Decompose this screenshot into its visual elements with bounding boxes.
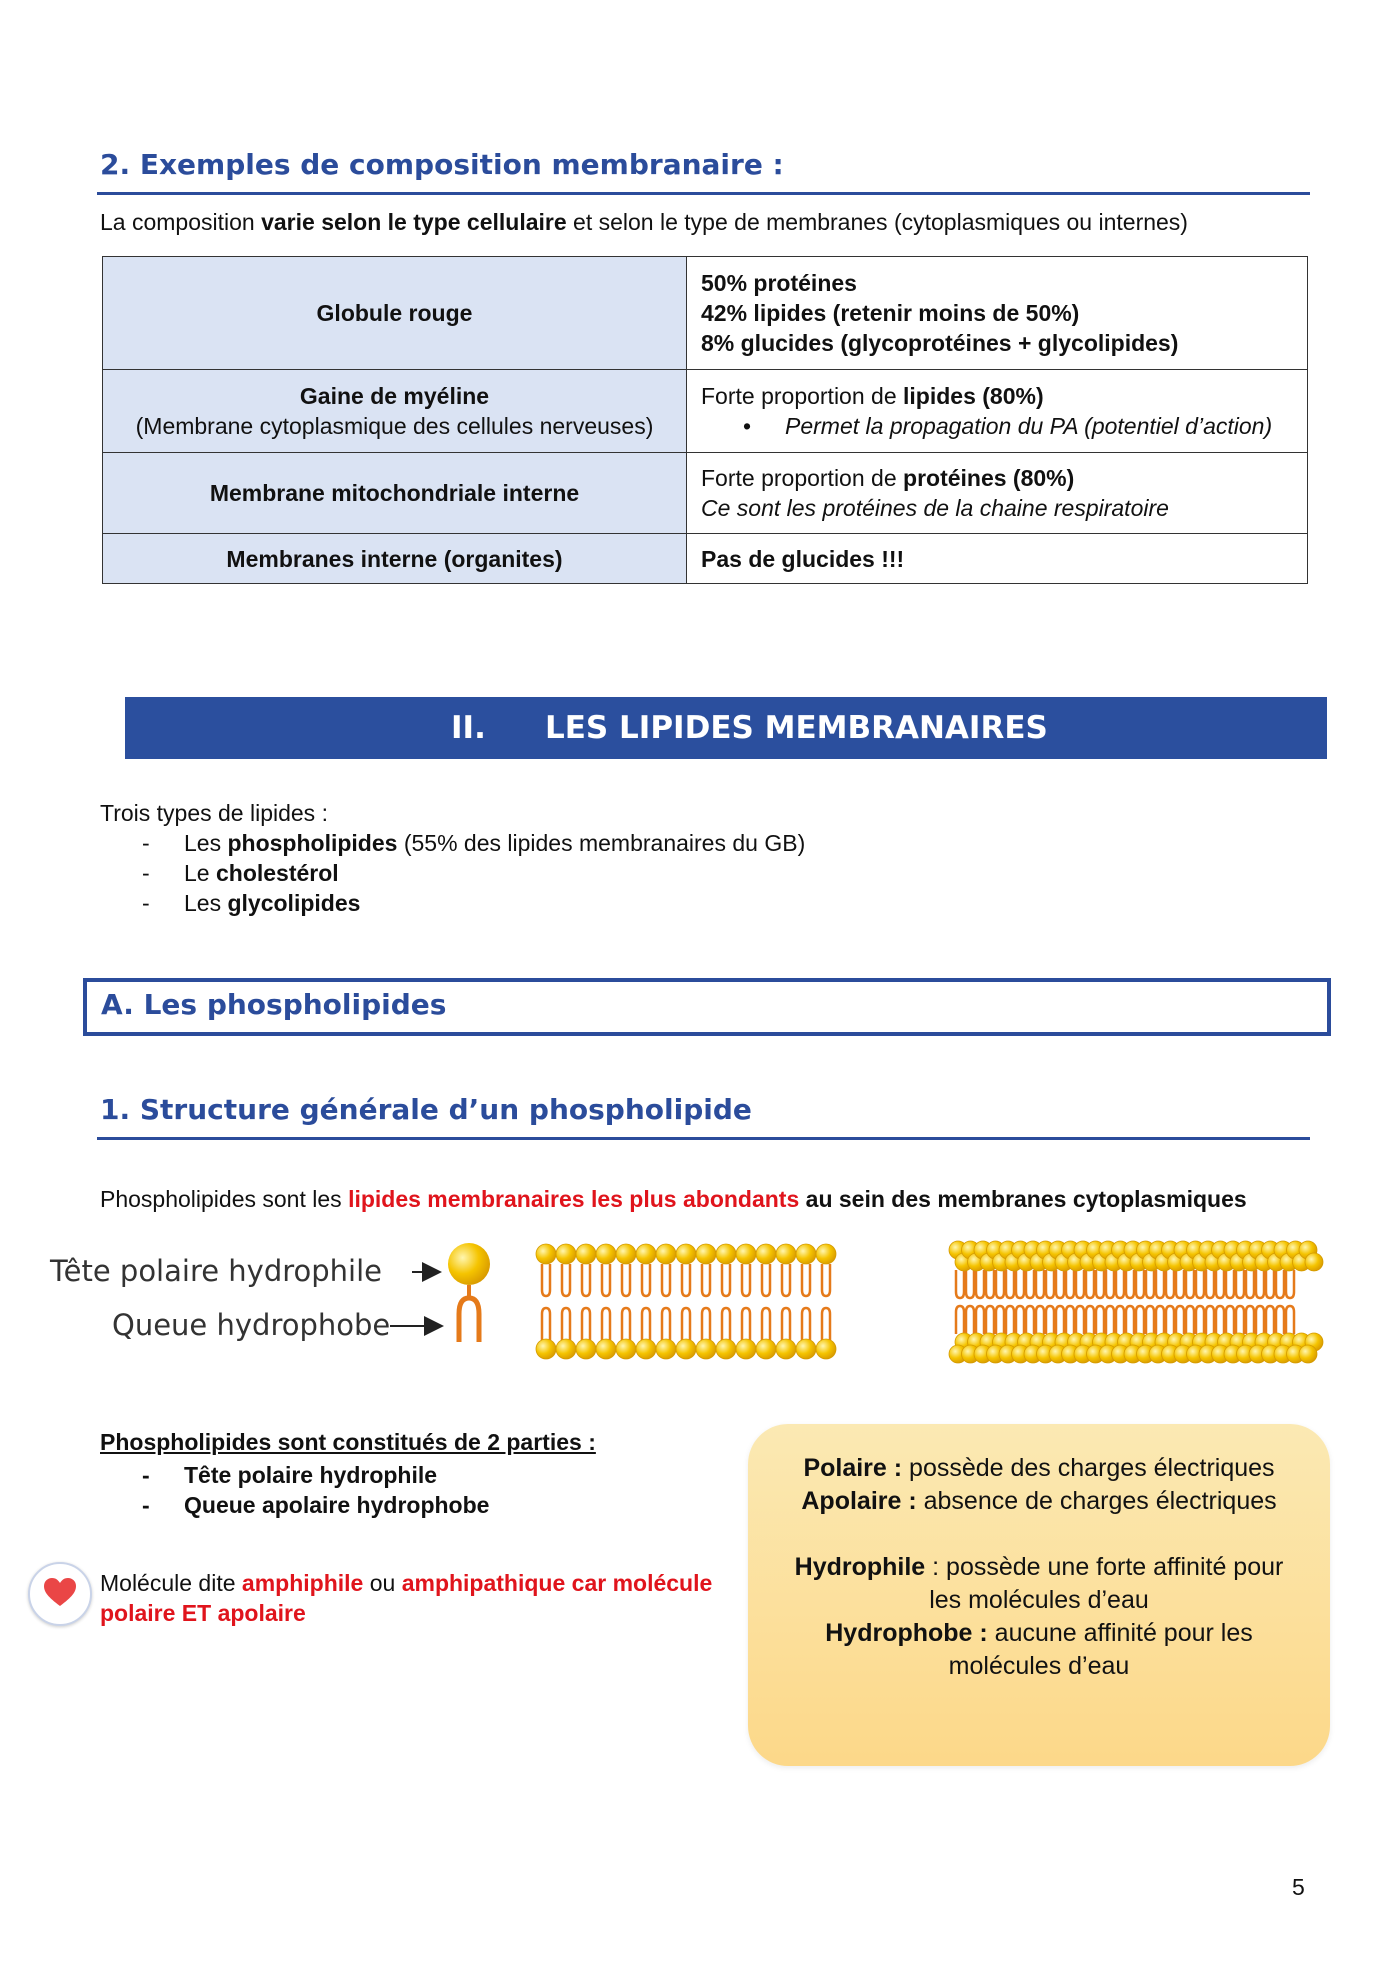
chapter-banner xyxy=(125,697,1327,759)
cell-gaine-myeline: Gaine de myéline (Membrane cytoplasmique des cellules nerveuses) xyxy=(103,370,687,453)
list-item: - Les glycolipides xyxy=(100,888,900,918)
phospholipid-icon xyxy=(448,1243,490,1342)
table-row xyxy=(103,534,1308,584)
section-title: 2. Exemples de composition membranaire : xyxy=(100,148,784,181)
heart-icon xyxy=(28,1562,92,1626)
head-label: Tête polaire hydrophile xyxy=(50,1254,383,1288)
phospholipid-figure xyxy=(40,1236,1360,1366)
parts-block: Phospholipides sont constitués de 2 parties : - Tête polaire hydrophile - Queue apolaire hydrophobe xyxy=(100,1427,700,1520)
banner-title: LES LIPIDES MEMBRANAIRES xyxy=(545,710,1048,746)
subsection-box xyxy=(83,978,1331,1036)
tail-label: Queue hydrophobe xyxy=(112,1308,391,1342)
list-item: - Queue apolaire hydrophobe xyxy=(100,1490,700,1520)
cell-gaine-values: Forte proportion de lipides (80%) • Permet la propagation du PA (potentiel d’action) xyxy=(687,370,1308,453)
table-row xyxy=(103,453,1308,534)
section-title: 1. Structure générale d’un phospholipide xyxy=(100,1093,752,1126)
section-underline xyxy=(97,192,1310,195)
composition-table xyxy=(102,256,1308,584)
subsection-title: A. Les phospholipides xyxy=(101,988,447,1021)
page-number: 5 xyxy=(1292,1874,1305,1900)
definitions-callout: Polaire : possède des charges électriques Apolaire : absence de charges électriques Hydrophile : possède une forte affinité pour les molécules d’eau Hydrophobe : aucune affinité pour les molécules d’eau xyxy=(748,1424,1330,1766)
abundance-sentence: Phospholipides sont les lipides membranaires les plus abondants au sein des membranes cytoplasmiques xyxy=(100,1186,1247,1212)
cell-mitochondrie: Membrane mitochondriale interne xyxy=(103,453,687,534)
banner-number: II. xyxy=(451,710,486,746)
cell-organites-values: Pas de glucides !!! xyxy=(687,534,1308,584)
amphiphile-text: Molécule dite amphiphile ou amphipathique car molécule polaire ET apolaire xyxy=(100,1570,713,1626)
list-item: - Le cholestérol xyxy=(100,858,900,888)
cell-organites: Membranes interne (organites) xyxy=(103,534,687,584)
cell-mitochondrie-values: Forte proportion de protéines (80%) Ce sont les protéines de la chaine respiratoire xyxy=(687,453,1308,534)
list-item: - Tête polaire hydrophile xyxy=(100,1460,700,1490)
bilayer-crowded-icon xyxy=(949,1241,1323,1363)
table-row xyxy=(103,257,1308,370)
section-underline xyxy=(97,1137,1310,1140)
cell-globule-rouge-values: 50% protéines 42% lipides (retenir moins de 50%) 8% glucides (glycoprotéines + glycolipides) xyxy=(687,257,1308,370)
lipid-types: Trois types de lipides : - Les phospholipides (55% des lipides membranaires du GB) - Le cholestérol - Les glycolipides xyxy=(100,798,900,918)
table-row xyxy=(103,370,1308,453)
intro-text: La composition varie selon le type cellulaire et selon le type de membranes (cytoplasmiques ou internes) xyxy=(100,209,1188,235)
bilayer-icon xyxy=(536,1244,836,1359)
cell-globule-rouge: Globule rouge xyxy=(103,257,687,370)
list-item: - Les phospholipides (55% des lipides membranaires du GB) xyxy=(100,828,900,858)
